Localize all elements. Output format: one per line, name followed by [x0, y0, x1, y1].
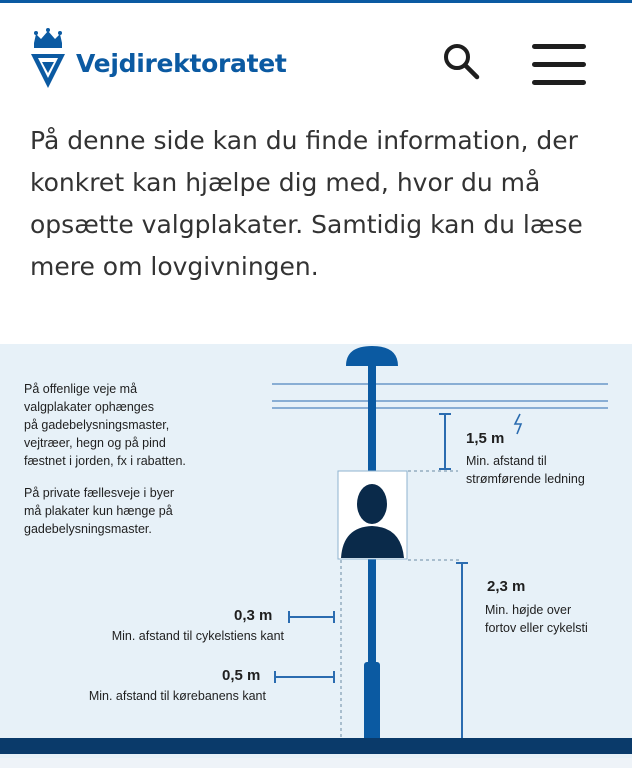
menu-button[interactable] [530, 40, 588, 88]
site-header [0, 0, 632, 110]
bike-path-distance-caption: Min. afstand til cykelstiens kant [111, 629, 284, 643]
search-icon [440, 40, 484, 84]
hamburger-menu-icon [532, 44, 586, 49]
min-height-caption: Min. højde over fortov eller cykelsti [485, 603, 588, 635]
poster-placement-illustration [0, 344, 632, 768]
brand-logo[interactable] [30, 28, 287, 90]
search-button[interactable] [440, 40, 484, 84]
min-height-value: 2,3 m [487, 578, 526, 595]
bottom-strip [0, 758, 632, 768]
road-distance-value: 0,5 m [222, 667, 261, 684]
powerline-distance-value: 1,5 m [466, 430, 505, 447]
bike-path-distance-value: 0,3 m [234, 607, 273, 624]
powerline-distance-caption: Min. afstand til strømførende ledning [466, 454, 585, 486]
crown-shield-icon [30, 28, 66, 90]
brand-name: Vejdirektoratet [76, 48, 287, 78]
intro-paragraph: På denne side kan du finde information, der konkret kan hjælpe dig med, hvor du må opsætte valgplakater. Samtidig kan du læse mere om lovgivningen. [30, 126, 583, 281]
public-roads-text: På offenlige veje må valgplakater ophænges på gadebelysningsmaster, vejtræer, hegn og på pind fæstnet i jorden, fx i rabatten. [24, 382, 186, 468]
private-roads-text: På private fællesveje i byer må plakater kun hænge på gadebelysningsmaster. [24, 486, 175, 536]
road-distance-caption: Min. afstand til kørebanens kant [88, 689, 266, 703]
